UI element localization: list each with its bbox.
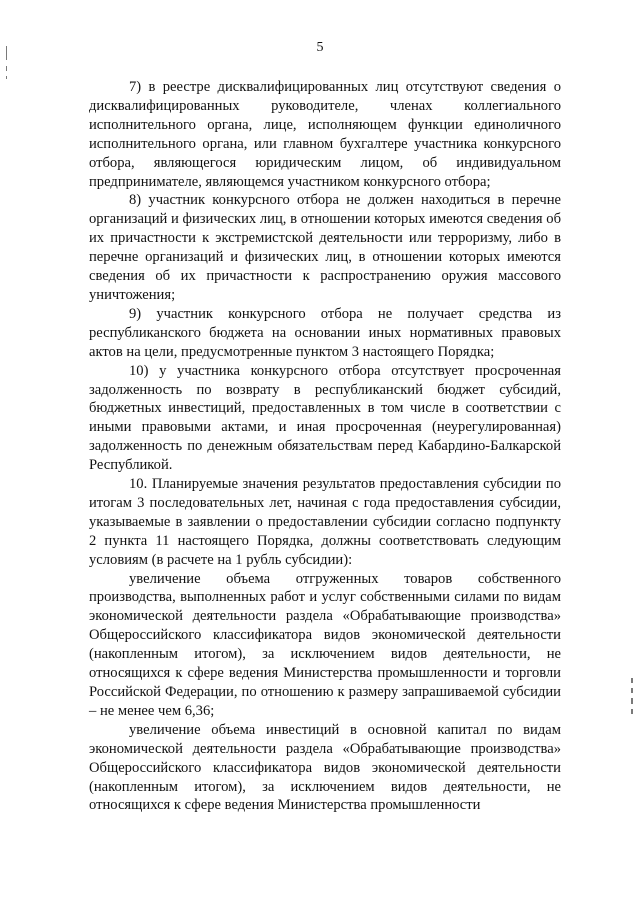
- item-10-paragraph: 10) у участника конкурсного отбора отсутствует просроченная задолженность по возврату в республиканский бюджет субсидий, бюджетных инвестиций, предоставленных в том числе в соответствии с иными правовыми актами, и иная просроченная (неурегулированная) задолженность по денежным обязательствам перед Кабардино-Балкарской Республикой.: [89, 362, 561, 474]
- scan-edge-mark: [631, 678, 633, 683]
- scan-edge-mark: [6, 66, 7, 71]
- investment-volume-condition-paragraph: увеличение объема инвестиций в основной капитал по видам экономической деятельности раздела «Обрабатывающие производства» Общероссийского классификатора видов экономической деятельности (накопленным итогом), за исключением видов деятельности, не относящихся к сфере ведения Министерства промышленности: [89, 721, 561, 814]
- document-body: [89, 78, 561, 815]
- scan-edge-mark: [631, 698, 633, 704]
- clause-10-paragraph: 10. Планируемые значения результатов предоставления субсидии по итогам 3 последовательных лет, начиная с года предоставления субсидии, указываемые в заявлении о предоставлении субсидии согласно подпункту 2 пункта 11 настоящего Порядка, должны соответствовать следующим условиям (в расчете на 1 рубль субсидии):: [89, 476, 561, 568]
- item-8-paragraph: 8) участник конкурсного отбора не должен находиться в перечне организаций и физических лиц, в отношении которых имеются сведения об их причастности к экстремистской деятельности или терроризму, либо в перечне организаций и физических лиц, в отношении которых имеются сведения об их причастности к распространению оружия массового уничтожения;: [89, 192, 561, 303]
- scan-edge-mark: [6, 76, 7, 79]
- item-9-paragraph: 9) участник конкурсного отбора не получает средства из республиканского бюджета на основании иных нормативных правовых актов на цели, предусмотренные пунктом 3 настоящего Порядка;: [89, 305, 561, 360]
- scan-edge-mark: [6, 46, 7, 60]
- page-number: 5: [316, 40, 324, 55]
- shipment-volume-condition-paragraph: увеличение объема отгруженных товаров собственного производства, выполненных работ и услуг собственными силами по видам экономической деятельности раздела «Обрабатывающие производства» Общероссийского классификатора видов экономической деятельности (накопленным итогом), за исключением видов деятельности, не относящихся к сфере ведения Министерства промышленности и торговли Российской Федерации, по отношению к размеру запрашиваемой субсидии – не менее чем 6,36;: [89, 570, 561, 719]
- scan-edge-mark: [631, 709, 633, 714]
- item-7-paragraph: 7) в реестре дисквалифицированных лиц отсутствуют сведения о дисквалифицированных руководителе, членах коллегиального исполнительного органа, лице, исполняющем функции единоличного исполнительного органа, или главном бухгалтере участника конкурсного отбора, являющегося юридическим лицом, об индивидуальном предпринимателе, являющемся участником конкурсного отбора;: [89, 79, 561, 190]
- scan-edge-mark: [631, 688, 633, 693]
